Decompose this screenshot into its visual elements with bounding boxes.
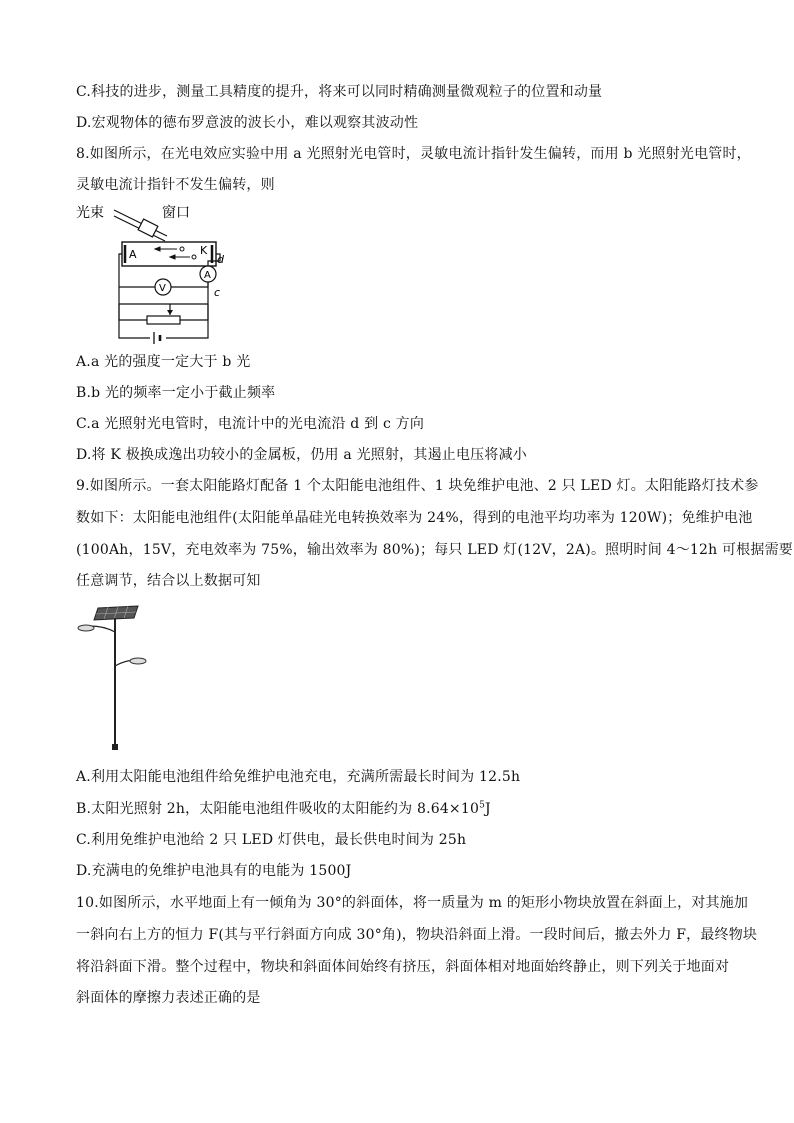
photoelectric-circuit-figure [72,200,242,345]
q8-option-b: B.b 光的频率一定小于截止频率 [76,385,276,401]
q10-stem-line-2: 一斜向右上方的恒力 F(其与平行斜面方向成 30°角)，物块沿斜面上滑。一段时间后，撤去外力 F，最终物块 [76,927,758,943]
q10-stem-line-3: 将沿斜面下滑。整个过程中，物块和斜面体间始终有挤压，斜面体相对地面始终静止，则下列关于地面对 [76,959,730,975]
cathode-label: K [200,244,208,257]
anode-label: A [129,248,137,261]
q7-option-d: D.宏观物体的德布罗意波的波长小，难以观察其波动性 [76,115,419,131]
q7-option-c: C.科技的进步，测量工具精度的提升，将来可以同时精确测量微观粒子的位置和动量 [76,84,603,100]
voltmeter-label: V [159,283,166,294]
q9-option-b-text: B.太阳光照射 2h，太阳能电池组件吸收的太阳能约为 8.64×10 [76,801,480,817]
q9-stem-line-1: 9.如图所示。一套太阳能路灯配备 1 个太阳能电池组件、1 块免维护电池、2 只 LED 灯。太阳能路灯技术参 [76,478,759,494]
battery [154,332,160,344]
q9-option-b-exponent: 5 [479,800,486,811]
window-label: 窗口 [162,205,190,221]
lower-lamp-head [130,658,146,664]
q9-option-c: C.利用免维护电池给 2 只 LED 灯供电，最长供电时间为 25h [76,832,467,848]
ammeter-label: A [204,270,211,281]
q9-stem-line-3: (100Ah，15V，充电效率为 75%，输出效率为 80%)；每只 LED 灯(12V，2A)。照明时间 4～12h 可根据需要 [76,542,793,558]
q8-option-c: C.a 光照射光电管时，电流计中的光电流沿 d 到 c 方向 [76,416,425,432]
q9-option-a: A.利用太阳能电池组件给免维护电池充电，充满所需最长时间为 12.5h [76,769,521,785]
rheostat [147,316,180,324]
q9-stem-line-4: 任意调节，结合以上数据可知 [76,573,261,589]
solar-street-lamp-figure [74,604,154,750]
q8-stem-line-1: 8.如图所示，在光电效应实验中用 a 光照射光电管时，灵敏电流计指针发生偏转，而用 b 光照射光电管时， [76,146,751,162]
q9-option-d: D.充满电的免维护电池具有的电能为 1500J [76,863,352,879]
light-beam-label: 光束 [76,205,104,221]
q9-option-b-unit: J [485,801,491,817]
window-tube [138,219,158,237]
rheostat-slider-arrow [167,310,173,315]
q8-stem-line-2: 灵敏电流计指针不发生偏转，则 [76,177,275,193]
lamp-base [112,744,118,750]
q10-stem-line-4: 斜面体的摩擦力表述正确的是 [76,990,261,1006]
solar-panel [94,606,138,620]
q8-option-d: D.将 K 极换成逸出功较小的金属板，仍用 a 光照射，其遏止电压将减小 [76,447,527,463]
q9-option-b [76,799,726,819]
q10-stem-line-1: 10.如图所示，水平地面上有一倾角为 30°的斜面体，将一质量为 m 的矩形小物块放置在斜面上，对其施加 [76,895,749,911]
point-d-label: d [217,253,224,266]
upper-lamp-head [78,625,94,631]
point-c-label: c [214,286,221,299]
q8-option-a: A.a 光的强度一定大于 b 光 [76,354,251,370]
q9-stem-line-2: 数如下：太阳能电池组件(太阳能单晶硅光电转换效率为 24%，得到的电池平均功率为 120W)；免维护电池 [76,510,753,526]
